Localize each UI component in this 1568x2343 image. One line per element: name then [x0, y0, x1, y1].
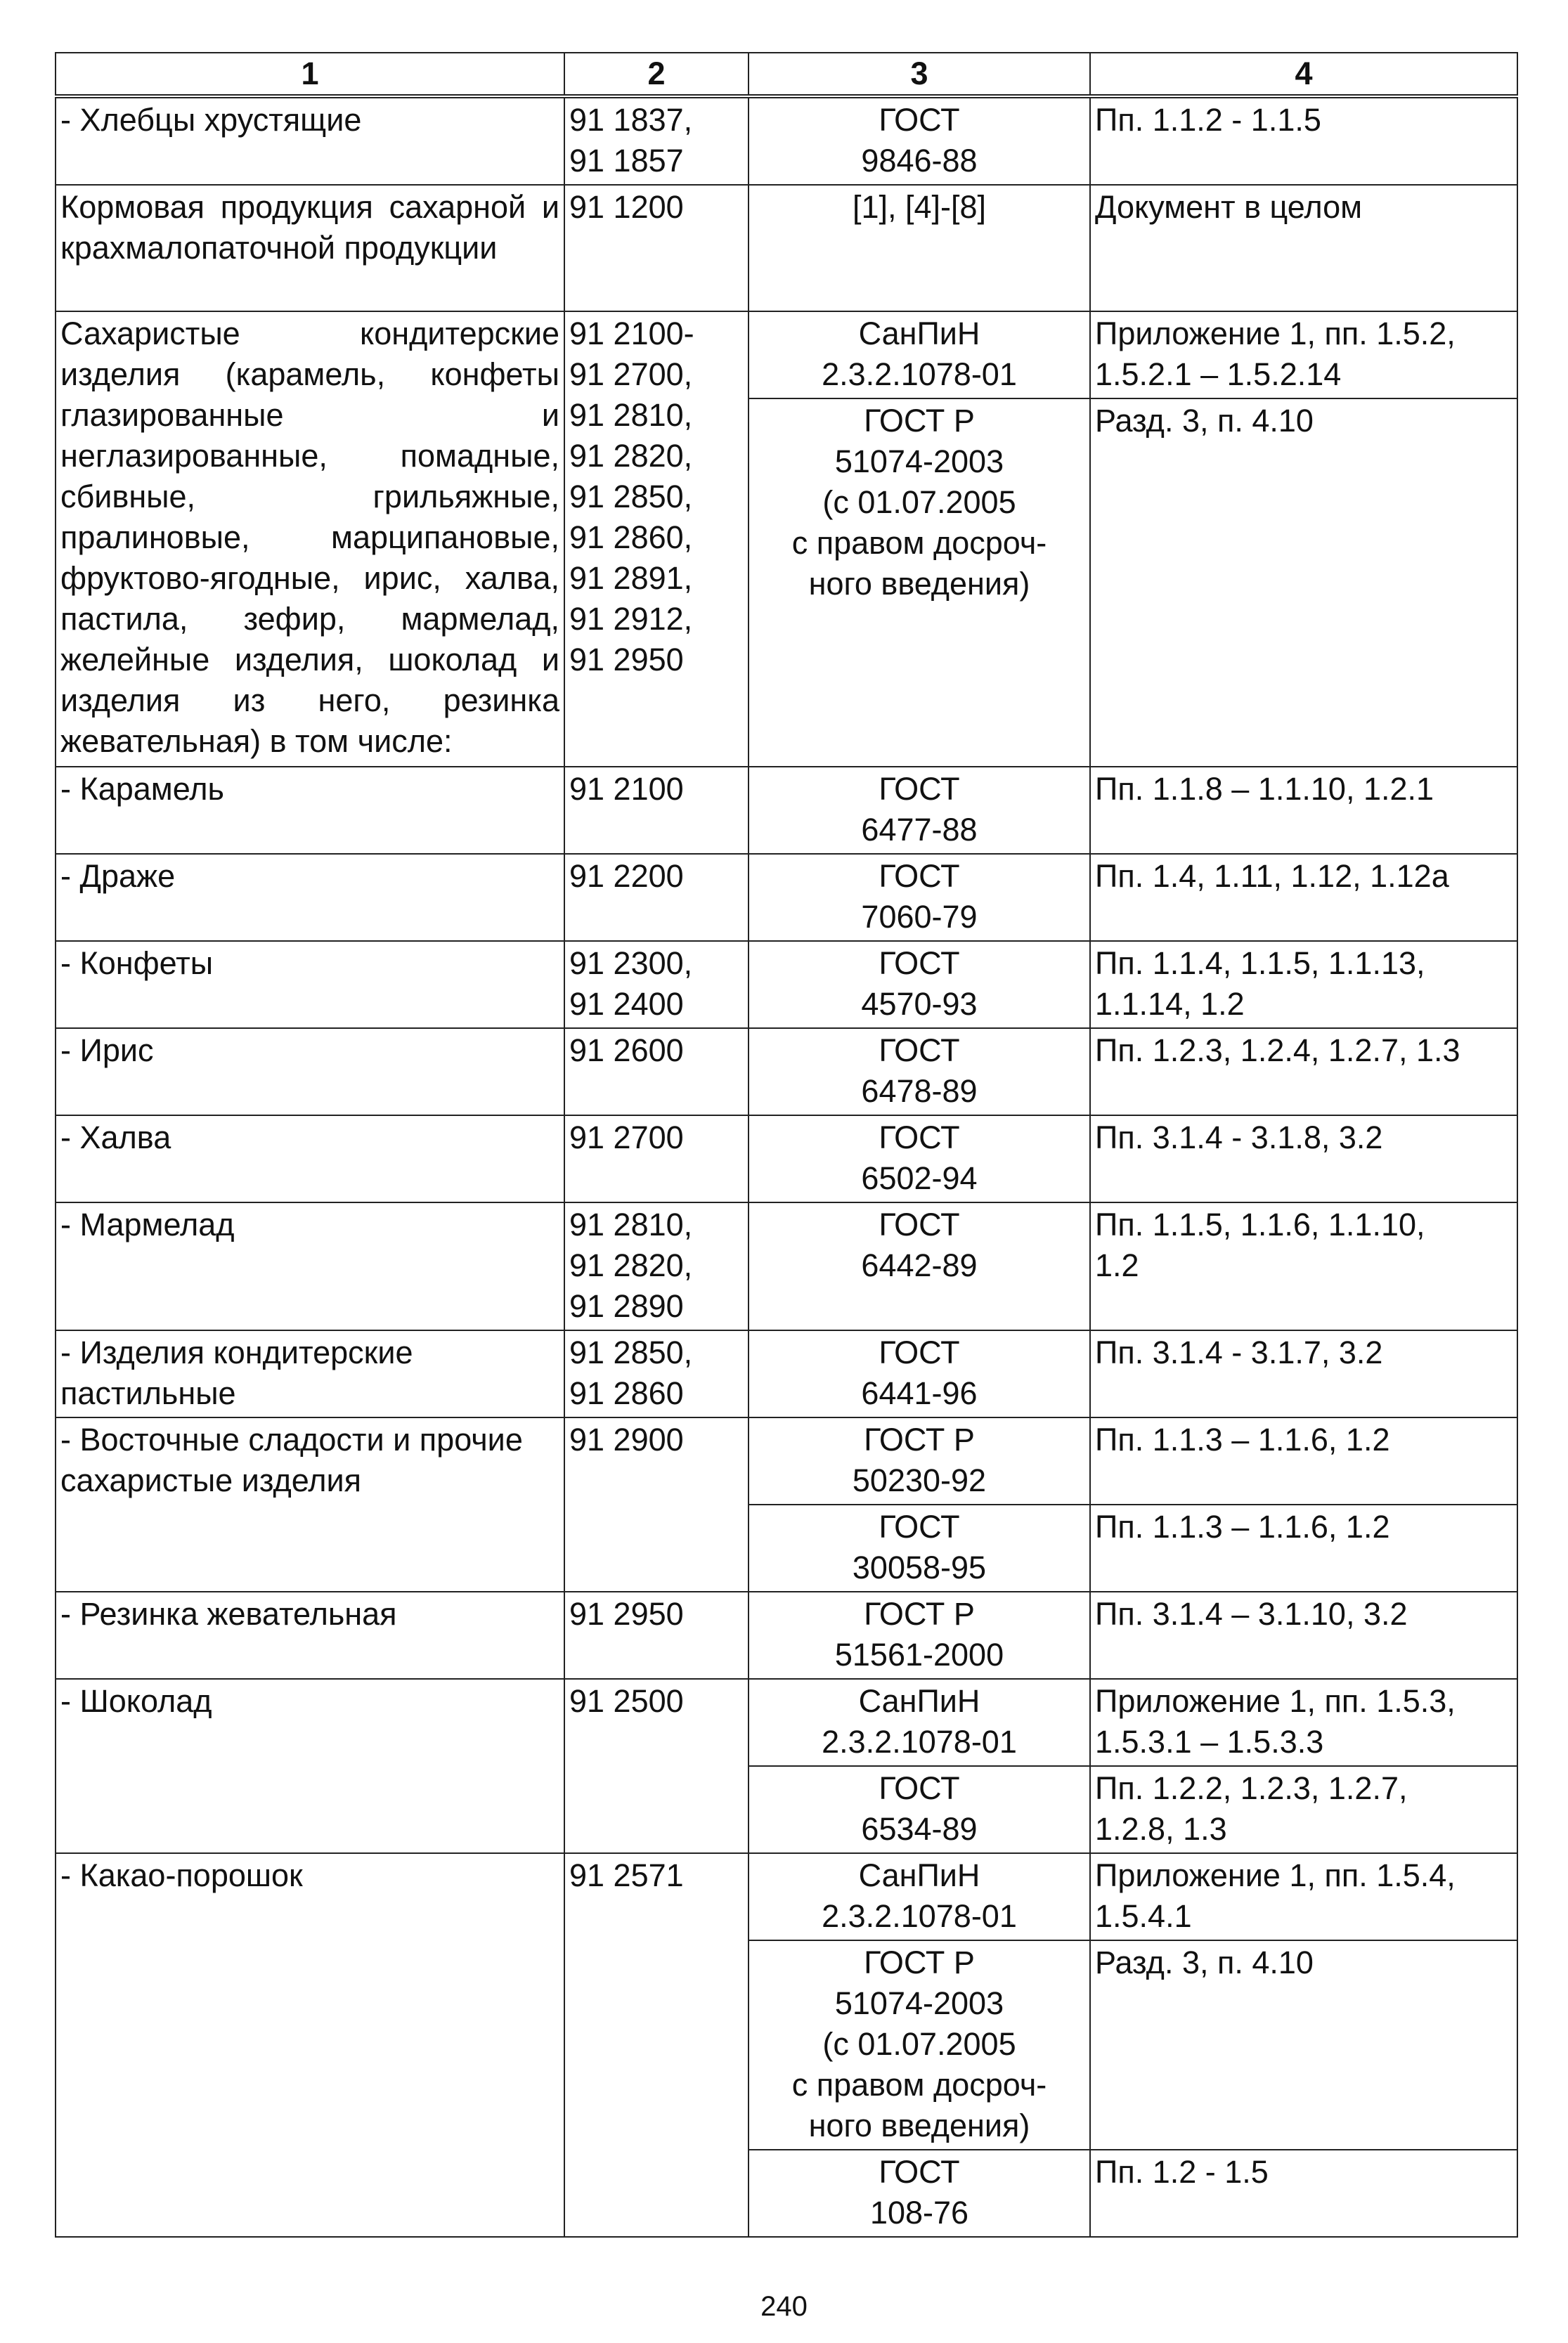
product-cell: - Конфеты	[56, 941, 564, 1028]
product-cell: - Восточные сладости и прочие сахаристые изделия	[56, 1417, 564, 1592]
column-header-3: 3	[749, 53, 1090, 96]
table-row	[56, 185, 1517, 311]
clause-cell: Пп. 3.1.4 - 3.1.8, 3.2	[1090, 1115, 1517, 1202]
code-cell: 91 2100	[564, 767, 749, 854]
code-cell: 91 2571	[564, 1853, 749, 2237]
code-cell: 91 2850, 91 2860	[564, 1330, 749, 1417]
document-cell: ГОСТ 6478-89	[749, 1028, 1090, 1115]
product-cell: - Мармелад	[56, 1202, 564, 1330]
code-cell: 91 2500	[564, 1679, 749, 1853]
table-row	[56, 1330, 1517, 1417]
clause-cell: Приложение 1, пп. 1.5.3, 1.5.3.1 – 1.5.3.3	[1090, 1679, 1517, 1766]
code-cell: 91 1200	[564, 185, 749, 311]
clause-cell: Документ в целом	[1090, 185, 1517, 311]
column-header-2: 2	[564, 53, 749, 96]
code-cell: 91 2100- 91 2700, 91 2810, 91 2820, 91 2850, 91 2860, 91 2891, 91 2912, 91 2950	[564, 311, 749, 767]
clause-cell: Пп. 1.1.8 – 1.1.10, 1.2.1	[1090, 767, 1517, 854]
table-row	[56, 1028, 1517, 1115]
clause-cell: Пп. 1.1.4, 1.1.5, 1.1.13, 1.1.14, 1.2	[1090, 941, 1517, 1028]
table-row	[56, 1592, 1517, 1679]
product-cell: - Изделия кондитерские пастильные	[56, 1330, 564, 1417]
code-cell: 91 2810, 91 2820, 91 2890	[564, 1202, 749, 1330]
clause-cell: Пп. 1.1.2 - 1.1.5	[1090, 96, 1517, 185]
product-cell: - Халва	[56, 1115, 564, 1202]
table-row	[56, 311, 1517, 398]
table-row	[56, 854, 1517, 941]
header-row	[56, 53, 1517, 96]
code-cell: 91 2200	[564, 854, 749, 941]
table-row	[56, 1679, 1517, 1766]
clause-cell: Пп. 1.2 - 1.5	[1090, 2150, 1517, 2237]
document-cell: ГОСТ 6441-96	[749, 1330, 1090, 1417]
document-cell: ГОСТ 6534-89	[749, 1766, 1090, 1853]
clause-cell: Приложение 1, пп. 1.5.2, 1.5.2.1 – 1.5.2.14	[1090, 311, 1517, 398]
table-row	[56, 1417, 1517, 1505]
product-cell: - Ирис	[56, 1028, 564, 1115]
table-row	[56, 1115, 1517, 1202]
document-cell: ГОСТ Р 51074-2003 (с 01.07.2005 с правом досроч- ного введения)	[749, 398, 1090, 767]
product-cell: Кормовая продукция сахарной и крахмалопаточной продукции	[56, 185, 564, 311]
code-cell: 91 2600	[564, 1028, 749, 1115]
standards-table	[55, 52, 1518, 2238]
document-cell: ГОСТ 108-76	[749, 2150, 1090, 2237]
clause-cell: Разд. 3, п. 4.10	[1090, 1940, 1517, 2150]
document-cell: ГОСТ 6477-88	[749, 767, 1090, 854]
document-cell: ГОСТ 4570-93	[749, 941, 1090, 1028]
document-cell: ГОСТ 6442-89	[749, 1202, 1090, 1330]
document-cell: ГОСТ Р 51074-2003 (с 01.07.2005 с правом досроч- ного введения)	[749, 1940, 1090, 2150]
code-cell: 91 2900	[564, 1417, 749, 1592]
product-cell: - Шоколад	[56, 1679, 564, 1853]
document-cell: ГОСТ 6502-94	[749, 1115, 1090, 1202]
clause-cell: Пп. 1.1.3 – 1.1.6, 1.2	[1090, 1417, 1517, 1505]
page-number: 240	[760, 2291, 808, 2322]
table-row	[56, 941, 1517, 1028]
document-cell: СанПиН 2.3.2.1078-01	[749, 311, 1090, 398]
document-cell: СанПиН 2.3.2.1078-01	[749, 1853, 1090, 1940]
clause-cell: Пп. 1.2.2, 1.2.3, 1.2.7, 1.2.8, 1.3	[1090, 1766, 1517, 1853]
clause-cell: Пп. 1.1.5, 1.1.6, 1.1.10, 1.2	[1090, 1202, 1517, 1330]
clause-cell: Пп. 1.4, 1.11, 1.12, 1.12а	[1090, 854, 1517, 941]
document-cell: ГОСТ 7060-79	[749, 854, 1090, 941]
product-cell: - Драже	[56, 854, 564, 941]
document-cell: [1], [4]-[8]	[749, 185, 1090, 311]
table-row	[56, 1202, 1517, 1330]
table-row	[56, 96, 1517, 185]
product-cell: - Резинка жевательная	[56, 1592, 564, 1679]
document-cell: ГОСТ 30058-95	[749, 1505, 1090, 1592]
column-header-4: 4	[1090, 53, 1517, 96]
clause-cell: Разд. 3, п. 4.10	[1090, 398, 1517, 767]
clause-cell: Пп. 3.1.4 - 3.1.7, 3.2	[1090, 1330, 1517, 1417]
code-cell: 91 2700	[564, 1115, 749, 1202]
clause-cell: Приложение 1, пп. 1.5.4, 1.5.4.1	[1090, 1853, 1517, 1940]
code-cell: 91 2950	[564, 1592, 749, 1679]
document-cell: ГОСТ Р 50230-92	[749, 1417, 1090, 1505]
document-cell: СанПиН 2.3.2.1078-01	[749, 1679, 1090, 1766]
clause-cell: Пп. 1.2.3, 1.2.4, 1.2.7, 1.3	[1090, 1028, 1517, 1115]
product-cell: Сахаристые кондитерские изделия (карамель, конфеты глазированные и неглазированные, помадные, сбивные, грильяжные, пралиновые, марципановые, фруктово-ягодные, ирис, халва, пастила, зефир, мармелад, желейные изделия, шоколад и изделия из него, резинка жевательная) в том числе:	[56, 311, 564, 767]
table-row	[56, 767, 1517, 854]
product-cell: - Карамель	[56, 767, 564, 854]
document-cell: ГОСТ 9846-88	[749, 96, 1090, 185]
document-cell: ГОСТ Р 51561-2000	[749, 1592, 1090, 1679]
code-cell: 91 2300, 91 2400	[564, 941, 749, 1028]
table-row	[56, 1853, 1517, 1940]
clause-cell: Пп. 3.1.4 – 3.1.10, 3.2	[1090, 1592, 1517, 1679]
product-cell: - Хлебцы хрустящие	[56, 96, 564, 185]
column-header-1: 1	[56, 53, 564, 96]
product-cell: - Какао-порошок	[56, 1853, 564, 2237]
code-cell: 91 1837, 91 1857	[564, 96, 749, 185]
clause-cell: Пп. 1.1.3 – 1.1.6, 1.2	[1090, 1505, 1517, 1592]
